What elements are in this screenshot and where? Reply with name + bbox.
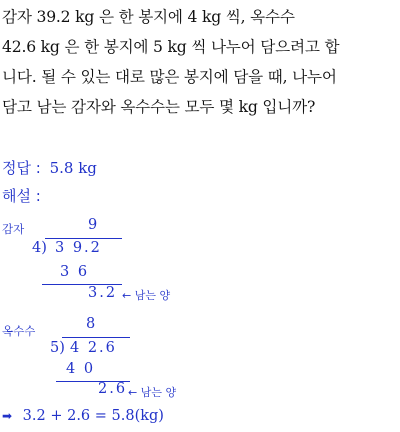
potato-quotient: 9 xyxy=(88,217,100,233)
potato-product: 3 6 xyxy=(60,264,90,280)
explanation-label: 해설 : xyxy=(2,187,41,205)
corn-divisor: 5) xyxy=(50,340,65,356)
corn-product: 4 0 xyxy=(66,361,96,377)
potato-remark: ← 남는 양 xyxy=(122,289,171,302)
final-computation xyxy=(2,408,164,424)
corn-label: 옥수수 xyxy=(2,324,36,338)
corn-division-bar xyxy=(62,337,130,338)
question-text xyxy=(2,2,398,122)
potato-label: 감자 xyxy=(2,222,25,236)
answer-label: 정답 : xyxy=(2,159,41,177)
question-line-2: 42.6 kg 은 한 봉지에 5 kg 씩 나누어 담으려고 합 xyxy=(2,38,340,56)
question-line-1: 감자 39.2 kg 은 한 봉지에 4 kg 씩, 옥수수 xyxy=(2,8,295,26)
potato-remainder: 3.2 xyxy=(88,285,118,301)
question-line-4: 담고 남는 감자와 옥수수는 모두 몇 kg 입니까? xyxy=(2,98,316,116)
potato-division-bar xyxy=(45,238,122,239)
right-arrow-icon: ➡ xyxy=(2,409,13,423)
corn-dividend: 4 2.6 xyxy=(70,340,117,356)
corn-remainder: 2.6 xyxy=(98,381,128,397)
answer-row xyxy=(2,157,97,178)
question-line-3: 니다. 될 수 있는 대로 많은 봉지에 담을 때, 나누어 xyxy=(2,68,337,86)
answer-value: 5.8 kg xyxy=(49,159,97,177)
corn-remark: ← 남는 양 xyxy=(128,386,177,399)
final-expression: 3.2 + 2.6 = 5.8(kg) xyxy=(22,408,164,424)
potato-dividend: 3 9.2 xyxy=(55,240,102,256)
corn-quotient: 8 xyxy=(86,316,98,332)
potato-divisor: 4) xyxy=(32,240,47,256)
